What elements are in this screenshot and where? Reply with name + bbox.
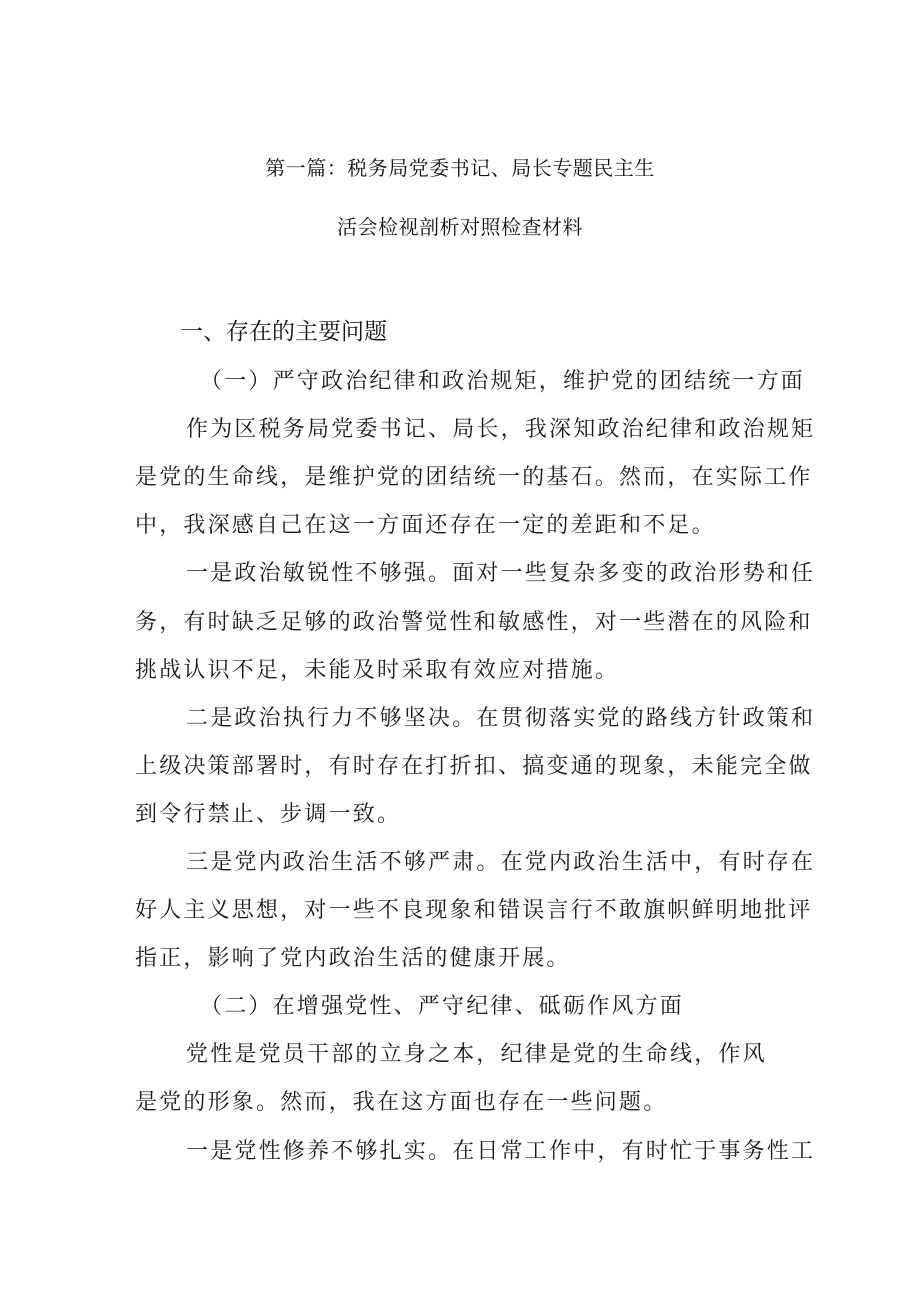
document-title-line-1: 第一篇：税务局党委书记、局长专题民主生 bbox=[265, 156, 655, 180]
paragraph-line: 指正，影响了党内政治生活的健康开展。 bbox=[135, 946, 571, 971]
paragraph-line: 党性是党员干部的立身之本，纪律是党的生命线，作风 bbox=[186, 1042, 767, 1067]
paragraph-line: 一是党性修养不够扎实。在日常工作中，有时忙于事务性工 bbox=[186, 1139, 816, 1164]
paragraph-line: 二是政治执行力不够坚决。在贯彻落实党的路线方针政策和 bbox=[186, 706, 816, 731]
paragraph-line: 挑战认识不足，未能及时采取有效应对措施。 bbox=[135, 658, 620, 683]
paragraph-line: 三是党内政治生活不够严肃。在党内政治生活中，有时存在 bbox=[186, 850, 816, 875]
subsection-heading: （一）严守政治纪律和政治规矩，维护党的团结统一方面 bbox=[200, 369, 806, 394]
paragraph-line: 是党的生命线，是维护党的团结统一的基石。然而，在实际工作 bbox=[135, 465, 813, 490]
paragraph-line: 务，有时缺乏足够的政治警觉性和敏感性，对一些潜在的风险和 bbox=[135, 610, 813, 635]
paragraph-line: 到令行禁止、步调一致。 bbox=[135, 802, 402, 827]
paragraph-line: 中，我深感自己在这一方面还存在一定的差距和不足。 bbox=[135, 513, 716, 538]
subsection-heading: （二）在增强党性、严守纪律、砥砺作风方面 bbox=[200, 994, 685, 1019]
document-title-line-2: 活会检视剖析对照检查材料 bbox=[337, 215, 583, 239]
section-heading: 一、存在的主要问题 bbox=[180, 319, 387, 345]
paragraph-line: 是党的形象。然而，我在这方面也存在一些问题。 bbox=[135, 1090, 668, 1115]
paragraph-line: 上级决策部署时，有时存在打折扣、搞变通的现象，未能完全做 bbox=[135, 754, 813, 779]
paragraph-line: 作为区税务局党委书记、局长，我深知政治纪律和政治规矩 bbox=[186, 417, 816, 442]
paragraph-line: 好人主义思想，对一些不良现象和错误言行不敢旗帜鲜明地批评 bbox=[135, 898, 813, 923]
paragraph-line: 一是政治敏锐性不够强。面对一些复杂多变的政治形势和任 bbox=[186, 561, 816, 586]
